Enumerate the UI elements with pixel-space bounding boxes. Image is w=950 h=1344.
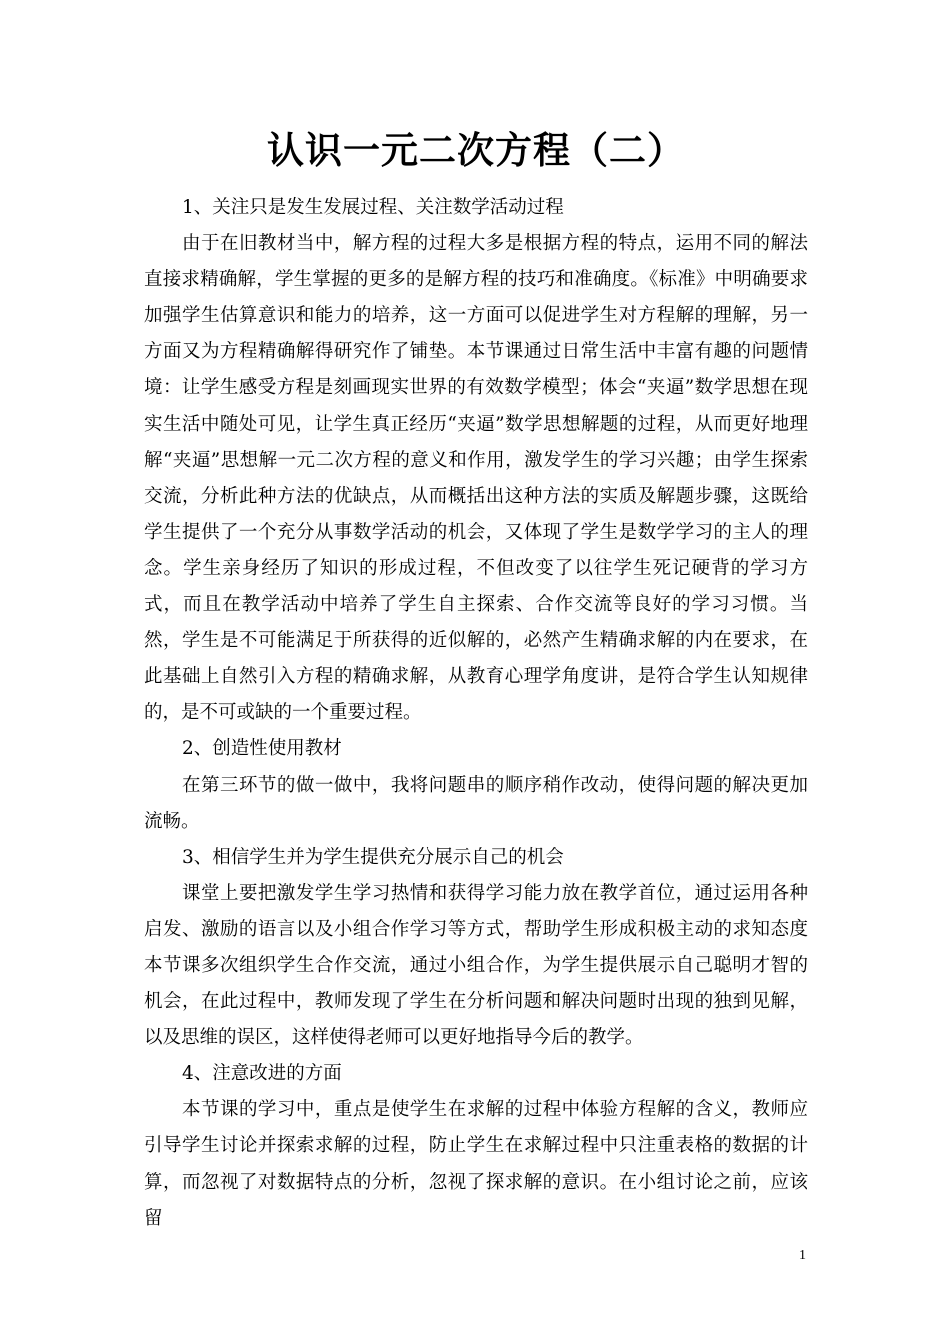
section-body: 本节课的学习中，重点是使学生在求解的过程中体验方程解的含义，教师应引导学生讨论并探索求解的过程，防止学生在求解过程中只注重表格的数据的计算，而忽视了对数据特点的分析，忽视了探求解的意识。在小组讨论之前，应该留 [144,1099,808,1229]
section-3 [144,840,808,1057]
document-title: 认识一元二次方程（二） [267,128,685,172]
section-2 [144,731,808,839]
section-heading: 4、注意改进的方面 [182,1063,342,1085]
section-heading: 1、关注只是发生发展过程、关注数学活动过程 [182,197,564,218]
section-4 [144,1056,808,1236]
section-heading: 2、创造性使用教材 [182,738,342,760]
page-number: 1 [799,1248,806,1263]
section-body: 课堂上要把激发学生学习热情和获得学习能力放在教学首位，通过运用各种启发、激励的语言以及小组合作学习等方式，帮助学生形成积极主动的求知态度本节课多次组织学生合作交流，通过小组合作，为学生提供展示自己聪明才智的机会，在此过程中，教师发现了学生在分析问题和解决问题时出现的独到见解，以及思维的误区，这样使得老师可以更好地指导今后的教学。 [144,882,808,1049]
section-body: 在第三环节的做一做中，我将问题串的顺序稍作改动，使得问题的解决更加流畅。 [144,774,808,832]
document-page [144,120,808,1237]
section-heading: 3、相信学生并为学生提供充分展示自己的机会 [182,846,564,868]
section-1 [144,190,808,731]
section-body: 由于在旧教材当中，解方程的过程大多是根据方程的特点，运用不同的解法直接求精确解，学生掌握的更多的是解方程的技巧和准确度。《标准》中明确要求加强学生估算意识和能力的培养，这一方面可以促进学生对方程解的理解，另一方面又为方程精确解得研究作了铺垫。本节课通过日常生活中丰富有趣的问题情境：让学生感受方程是刻画现实世界的有效数学模型；体会“夹逼”数学思想在现实生活中随处可见，让学生真正经历“夹逼”数学思想解题的过程，从而更好地理解“夹逼”思想解一元二次方程的意义和作用，激发学生的学习兴趣；由学生探索交流，分析此种方法的优缺点，从而概括出这种方法的实质及解题步骤，这既给学生提供了一个充分从事数学活动的机会，又体现了学生是数学学习的主人的理念。学生亲身经历了知识的形成过程，不但改变了以往学生死记硬背的学习方式，而且在教学活动中培养了学生自主探索、合作交流等良好的学习习惯。当然，学生是不可能满足于所获得的近似解的，必然产生精确求解的内在要求，在此基础上自然引入方程的精确求解，从教育心理学角度讲，是符合学生认知规律的，是不可或缺的一个重要过程。 [144,233,808,724]
